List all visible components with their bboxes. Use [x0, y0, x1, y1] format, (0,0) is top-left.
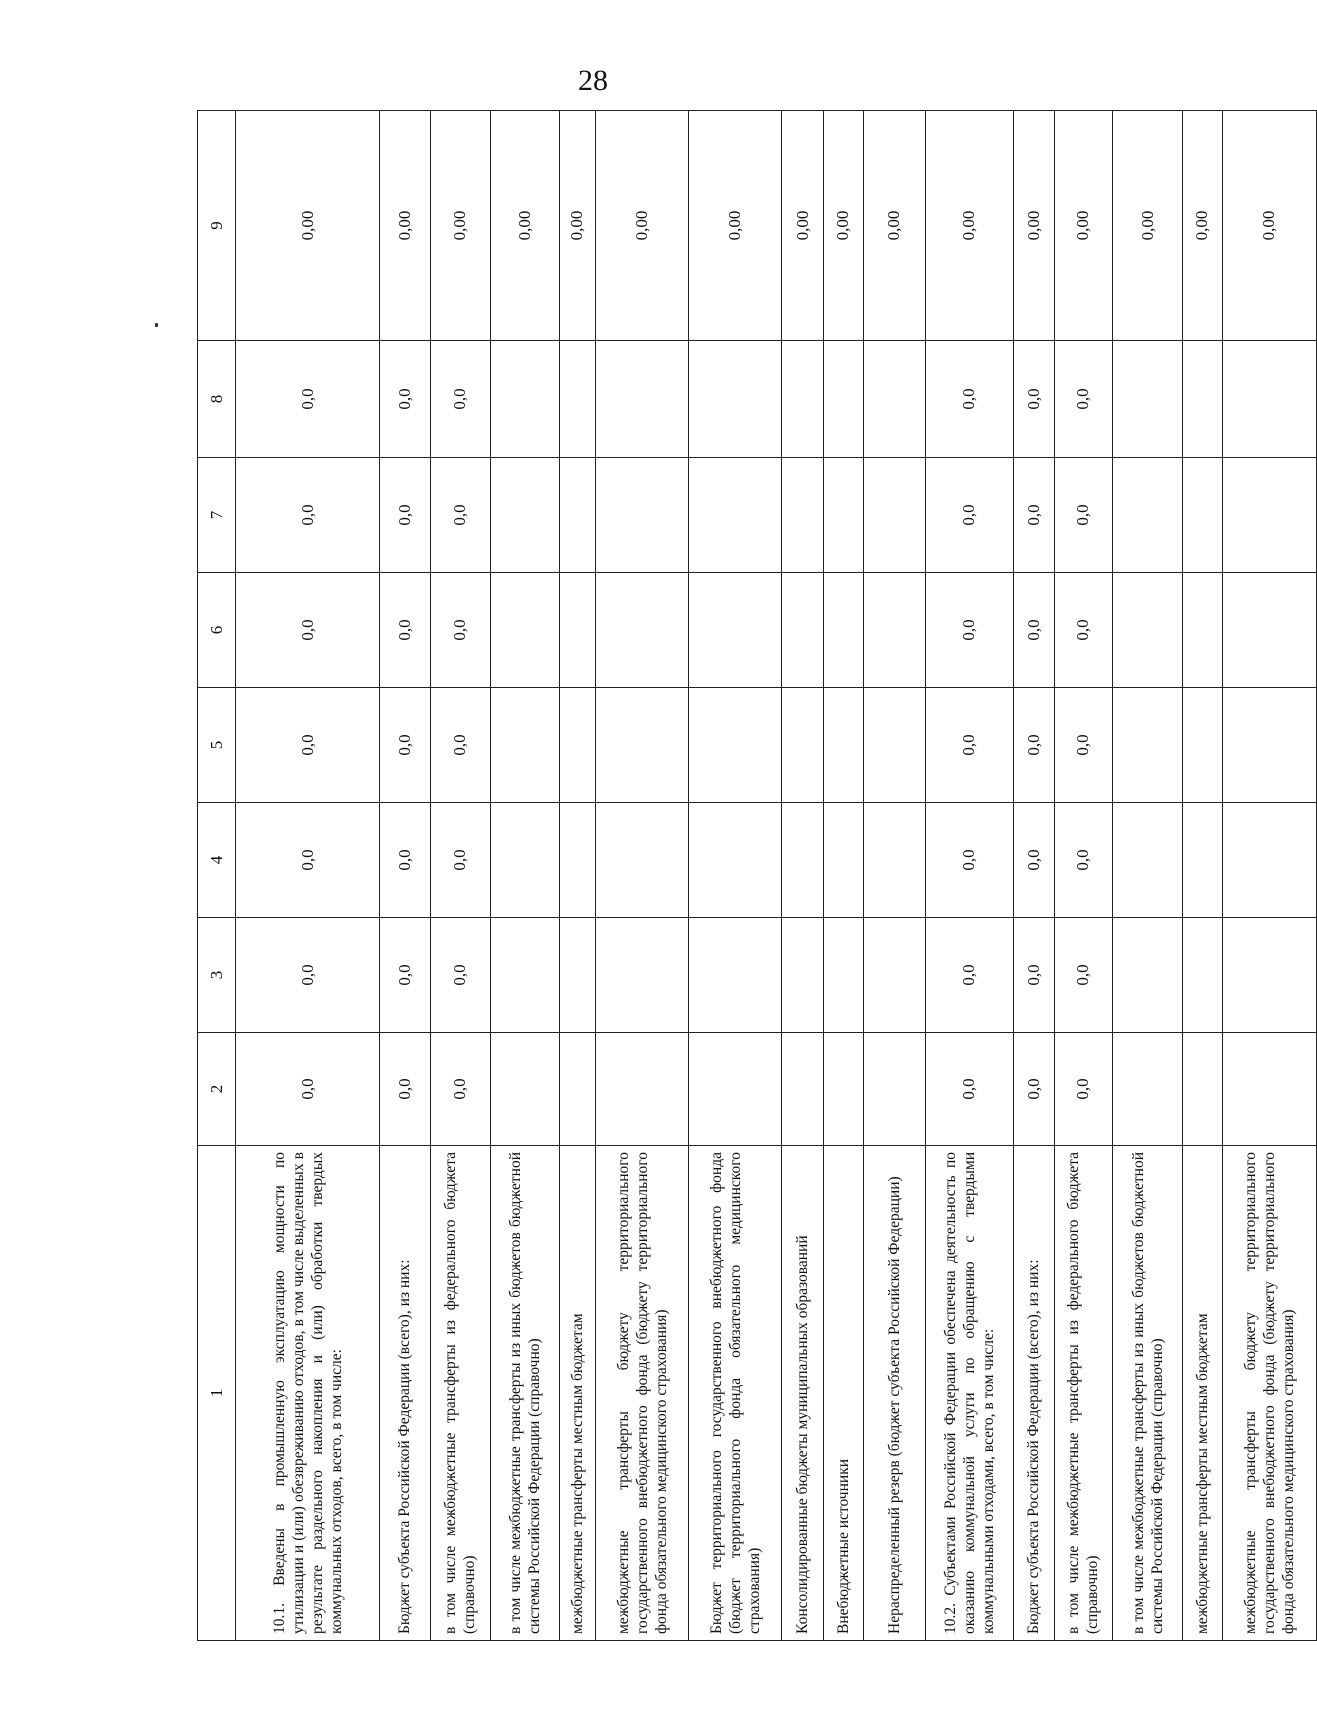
- value-cell: [824, 918, 863, 1033]
- value-cell: 0,00: [236, 111, 380, 341]
- value-cell: [559, 918, 596, 1033]
- value-cell: 0,0: [1013, 1033, 1054, 1146]
- value-cell: 0,00: [559, 111, 596, 341]
- header-cell: 4: [198, 803, 236, 918]
- row-label: 10.2. Субъектами Российской Федерации обеспечена деятельность по оказанию коммунальной услуги по обращению с твердыми коммунальными отходами, всего, в том числе:: [926, 1146, 1014, 1641]
- value-cell: 0,0: [926, 688, 1014, 803]
- value-cell: 0,0: [1054, 688, 1113, 803]
- value-cell: [824, 341, 863, 458]
- value-cell: [596, 688, 689, 803]
- table-row: [824, 111, 863, 1641]
- value-cell: [863, 803, 925, 918]
- value-cell: 0,0: [430, 573, 490, 688]
- value-cell: [824, 803, 863, 918]
- value-cell: 0,0: [1054, 573, 1113, 688]
- value-cell: [824, 573, 863, 688]
- header-cell: 9: [198, 111, 236, 341]
- value-cell: [490, 688, 559, 803]
- header-cell: 6: [198, 573, 236, 688]
- row-label: Бюджет территориального государственного внебюджетного фонда (бюджет территориального фонда обязательного медицинского страхования): [689, 1146, 782, 1641]
- value-cell: 0,0: [1054, 1033, 1113, 1146]
- table-row: [1013, 111, 1054, 1641]
- row-label: Внебюджетные источники: [824, 1146, 863, 1641]
- page-number: 28: [578, 64, 608, 97]
- row-label: межбюджетные трансферты бюджету территориального государственного внебюджетного фонда (бюджету территориального фонда обязательного медицинского страхования): [596, 1146, 689, 1641]
- value-cell: [1222, 688, 1316, 803]
- value-cell: 0,00: [596, 111, 689, 341]
- value-cell: [596, 573, 689, 688]
- value-cell: [689, 458, 782, 573]
- value-cell: 0,0: [236, 458, 380, 573]
- value-cell: 0,0: [380, 688, 431, 803]
- value-cell: [559, 341, 596, 458]
- value-cell: [1183, 918, 1222, 1033]
- value-cell: 0,00: [782, 111, 824, 341]
- value-cell: 0,0: [1013, 803, 1054, 918]
- header-cell: 7: [198, 458, 236, 573]
- value-cell: [1113, 573, 1183, 688]
- value-cell: 0,00: [824, 111, 863, 341]
- value-cell: [863, 688, 925, 803]
- value-cell: [1222, 341, 1316, 458]
- value-cell: [596, 1033, 689, 1146]
- value-cell: 0,00: [380, 111, 431, 341]
- header-cell: 8: [198, 341, 236, 458]
- header-cell: 2: [198, 1033, 236, 1146]
- table-row: [782, 111, 824, 1641]
- value-cell: 0,0: [236, 341, 380, 458]
- value-cell: 0,0: [1013, 688, 1054, 803]
- value-cell: 0,00: [430, 111, 490, 341]
- table-row: [1222, 111, 1316, 1641]
- value-cell: 0,00: [863, 111, 925, 341]
- value-cell: 0,0: [380, 458, 431, 573]
- value-cell: [782, 803, 824, 918]
- row-label: межбюджетные трансферты местным бюджетам: [1183, 1146, 1222, 1641]
- value-cell: [689, 803, 782, 918]
- value-cell: [596, 458, 689, 573]
- row-label: в том числе межбюджетные трансферты из федерального бюджета (справочно): [1054, 1146, 1113, 1641]
- value-cell: 0,0: [236, 1033, 380, 1146]
- value-cell: [596, 918, 689, 1033]
- value-cell: 0,0: [926, 918, 1014, 1033]
- value-cell: 0,0: [430, 1033, 490, 1146]
- value-cell: [1183, 1033, 1222, 1146]
- value-cell: 0,0: [926, 341, 1014, 458]
- value-cell: 0,0: [430, 458, 490, 573]
- value-cell: 0,0: [380, 341, 431, 458]
- value-cell: [1113, 918, 1183, 1033]
- value-cell: [1183, 803, 1222, 918]
- value-cell: 0,0: [1013, 341, 1054, 458]
- rotated-table-wrapper: [197, 111, 1317, 1641]
- value-cell: [1183, 458, 1222, 573]
- value-cell: [689, 341, 782, 458]
- value-cell: 0,00: [1013, 111, 1054, 341]
- value-cell: [490, 918, 559, 1033]
- table-row: [380, 111, 431, 1641]
- value-cell: 0,00: [926, 111, 1014, 341]
- value-cell: [559, 803, 596, 918]
- value-cell: [824, 688, 863, 803]
- value-cell: [1222, 573, 1316, 688]
- value-cell: [596, 803, 689, 918]
- table-row: [236, 111, 380, 1641]
- value-cell: 0,0: [926, 573, 1014, 688]
- row-label: 10.1. Введены в промышленную эксплуатацию мощности по утилизации и (или) обезвреживанию отходов, в том числе выделенных в результате раздельного накопления и (или) обработки твердых коммунальных отходов, всего, в том числе:: [236, 1146, 380, 1641]
- row-label: межбюджетные трансферты бюджету территориального государственного внебюджетного фонда (бюджету территориального фонда обязательного медицинского страхования): [1222, 1146, 1316, 1641]
- row-label: в том числе межбюджетные трансферты из иных бюджетов бюджетной системы Российской Федерации (справочно): [490, 1146, 559, 1641]
- value-cell: [782, 688, 824, 803]
- value-cell: 0,0: [1054, 918, 1113, 1033]
- value-cell: [689, 573, 782, 688]
- value-cell: 0,0: [1013, 918, 1054, 1033]
- value-cell: [1222, 1033, 1316, 1146]
- value-cell: [1113, 1033, 1183, 1146]
- value-cell: [596, 341, 689, 458]
- table-row: [863, 111, 925, 1641]
- value-cell: 0,0: [1013, 573, 1054, 688]
- value-cell: 0,00: [689, 111, 782, 341]
- value-cell: [1222, 803, 1316, 918]
- value-cell: 0,0: [1054, 803, 1113, 918]
- table-row: [689, 111, 782, 1641]
- value-cell: [1113, 803, 1183, 918]
- value-cell: [782, 918, 824, 1033]
- value-cell: [863, 918, 925, 1033]
- value-cell: 0,0: [236, 688, 380, 803]
- value-cell: 0,00: [1183, 111, 1222, 341]
- value-cell: [782, 1033, 824, 1146]
- value-cell: [1222, 458, 1316, 573]
- value-cell: [782, 458, 824, 573]
- table-row: [926, 111, 1014, 1641]
- row-label: в том числе межбюджетные трансферты из федерального бюджета (справочно): [430, 1146, 490, 1641]
- table-row: [1113, 111, 1183, 1641]
- value-cell: 0,0: [1013, 458, 1054, 573]
- value-cell: [1113, 458, 1183, 573]
- value-cell: [689, 918, 782, 1033]
- value-cell: 0,0: [380, 803, 431, 918]
- value-cell: [782, 573, 824, 688]
- value-cell: 0,0: [430, 918, 490, 1033]
- value-cell: [1183, 688, 1222, 803]
- table-row: [559, 111, 596, 1641]
- value-cell: 0,00: [1054, 111, 1113, 341]
- header-cell: 3: [198, 918, 236, 1033]
- value-cell: [1183, 573, 1222, 688]
- value-cell: [559, 458, 596, 573]
- value-cell: [689, 1033, 782, 1146]
- value-cell: [1222, 918, 1316, 1033]
- value-cell: [1183, 341, 1222, 458]
- value-cell: [490, 1033, 559, 1146]
- scan-speck: [155, 323, 158, 327]
- value-cell: [559, 1033, 596, 1146]
- value-cell: 0,0: [1054, 458, 1113, 573]
- row-label: в том числе межбюджетные трансферты из иных бюджетов бюджетной системы Российской Федерации (справочно): [1113, 1146, 1183, 1641]
- value-cell: 0,0: [926, 1033, 1014, 1146]
- value-cell: [490, 573, 559, 688]
- value-cell: [1113, 341, 1183, 458]
- value-cell: 0,0: [380, 918, 431, 1033]
- row-label: Нераспределенный резерв (бюджет субъекта Российской Федерации): [863, 1146, 925, 1641]
- header-cell: 5: [198, 688, 236, 803]
- row-label: Бюджет субъекта Российской Федерации (всего), из них:: [380, 1146, 431, 1641]
- table-row: [1054, 111, 1113, 1641]
- value-cell: [689, 688, 782, 803]
- value-cell: [1113, 688, 1183, 803]
- value-cell: [559, 688, 596, 803]
- row-label: Консолидированные бюджеты муниципальных образований: [782, 1146, 824, 1641]
- table-row: [430, 111, 490, 1641]
- value-cell: 0,0: [236, 918, 380, 1033]
- value-cell: [490, 341, 559, 458]
- value-cell: 0,0: [430, 688, 490, 803]
- row-label: Бюджет субъекта Российской Федерации (всего), из них:: [1013, 1146, 1054, 1641]
- value-cell: [863, 341, 925, 458]
- value-cell: [824, 458, 863, 573]
- value-cell: 0,0: [380, 1033, 431, 1146]
- table-row: [596, 111, 689, 1641]
- value-cell: 0,0: [236, 573, 380, 688]
- value-cell: [824, 1033, 863, 1146]
- value-cell: 0,0: [430, 341, 490, 458]
- value-cell: [782, 341, 824, 458]
- row-label: межбюджетные трансферты местным бюджетам: [559, 1146, 596, 1641]
- value-cell: [863, 458, 925, 573]
- value-cell: 0,0: [430, 803, 490, 918]
- value-cell: 0,00: [1222, 111, 1316, 341]
- table-row: [490, 111, 559, 1641]
- table-row: [1183, 111, 1222, 1641]
- table-header-row: [198, 111, 236, 1641]
- budget-table: [197, 110, 1317, 1641]
- value-cell: 0,0: [380, 573, 431, 688]
- header-cell: 1: [198, 1146, 236, 1641]
- value-cell: [490, 458, 559, 573]
- value-cell: [863, 573, 925, 688]
- value-cell: [559, 573, 596, 688]
- value-cell: 0,00: [490, 111, 559, 341]
- value-cell: 0,00: [1113, 111, 1183, 341]
- value-cell: [863, 1033, 925, 1146]
- value-cell: 0,0: [926, 458, 1014, 573]
- value-cell: 0,0: [926, 803, 1014, 918]
- value-cell: 0,0: [1054, 341, 1113, 458]
- value-cell: [490, 803, 559, 918]
- value-cell: 0,0: [236, 803, 380, 918]
